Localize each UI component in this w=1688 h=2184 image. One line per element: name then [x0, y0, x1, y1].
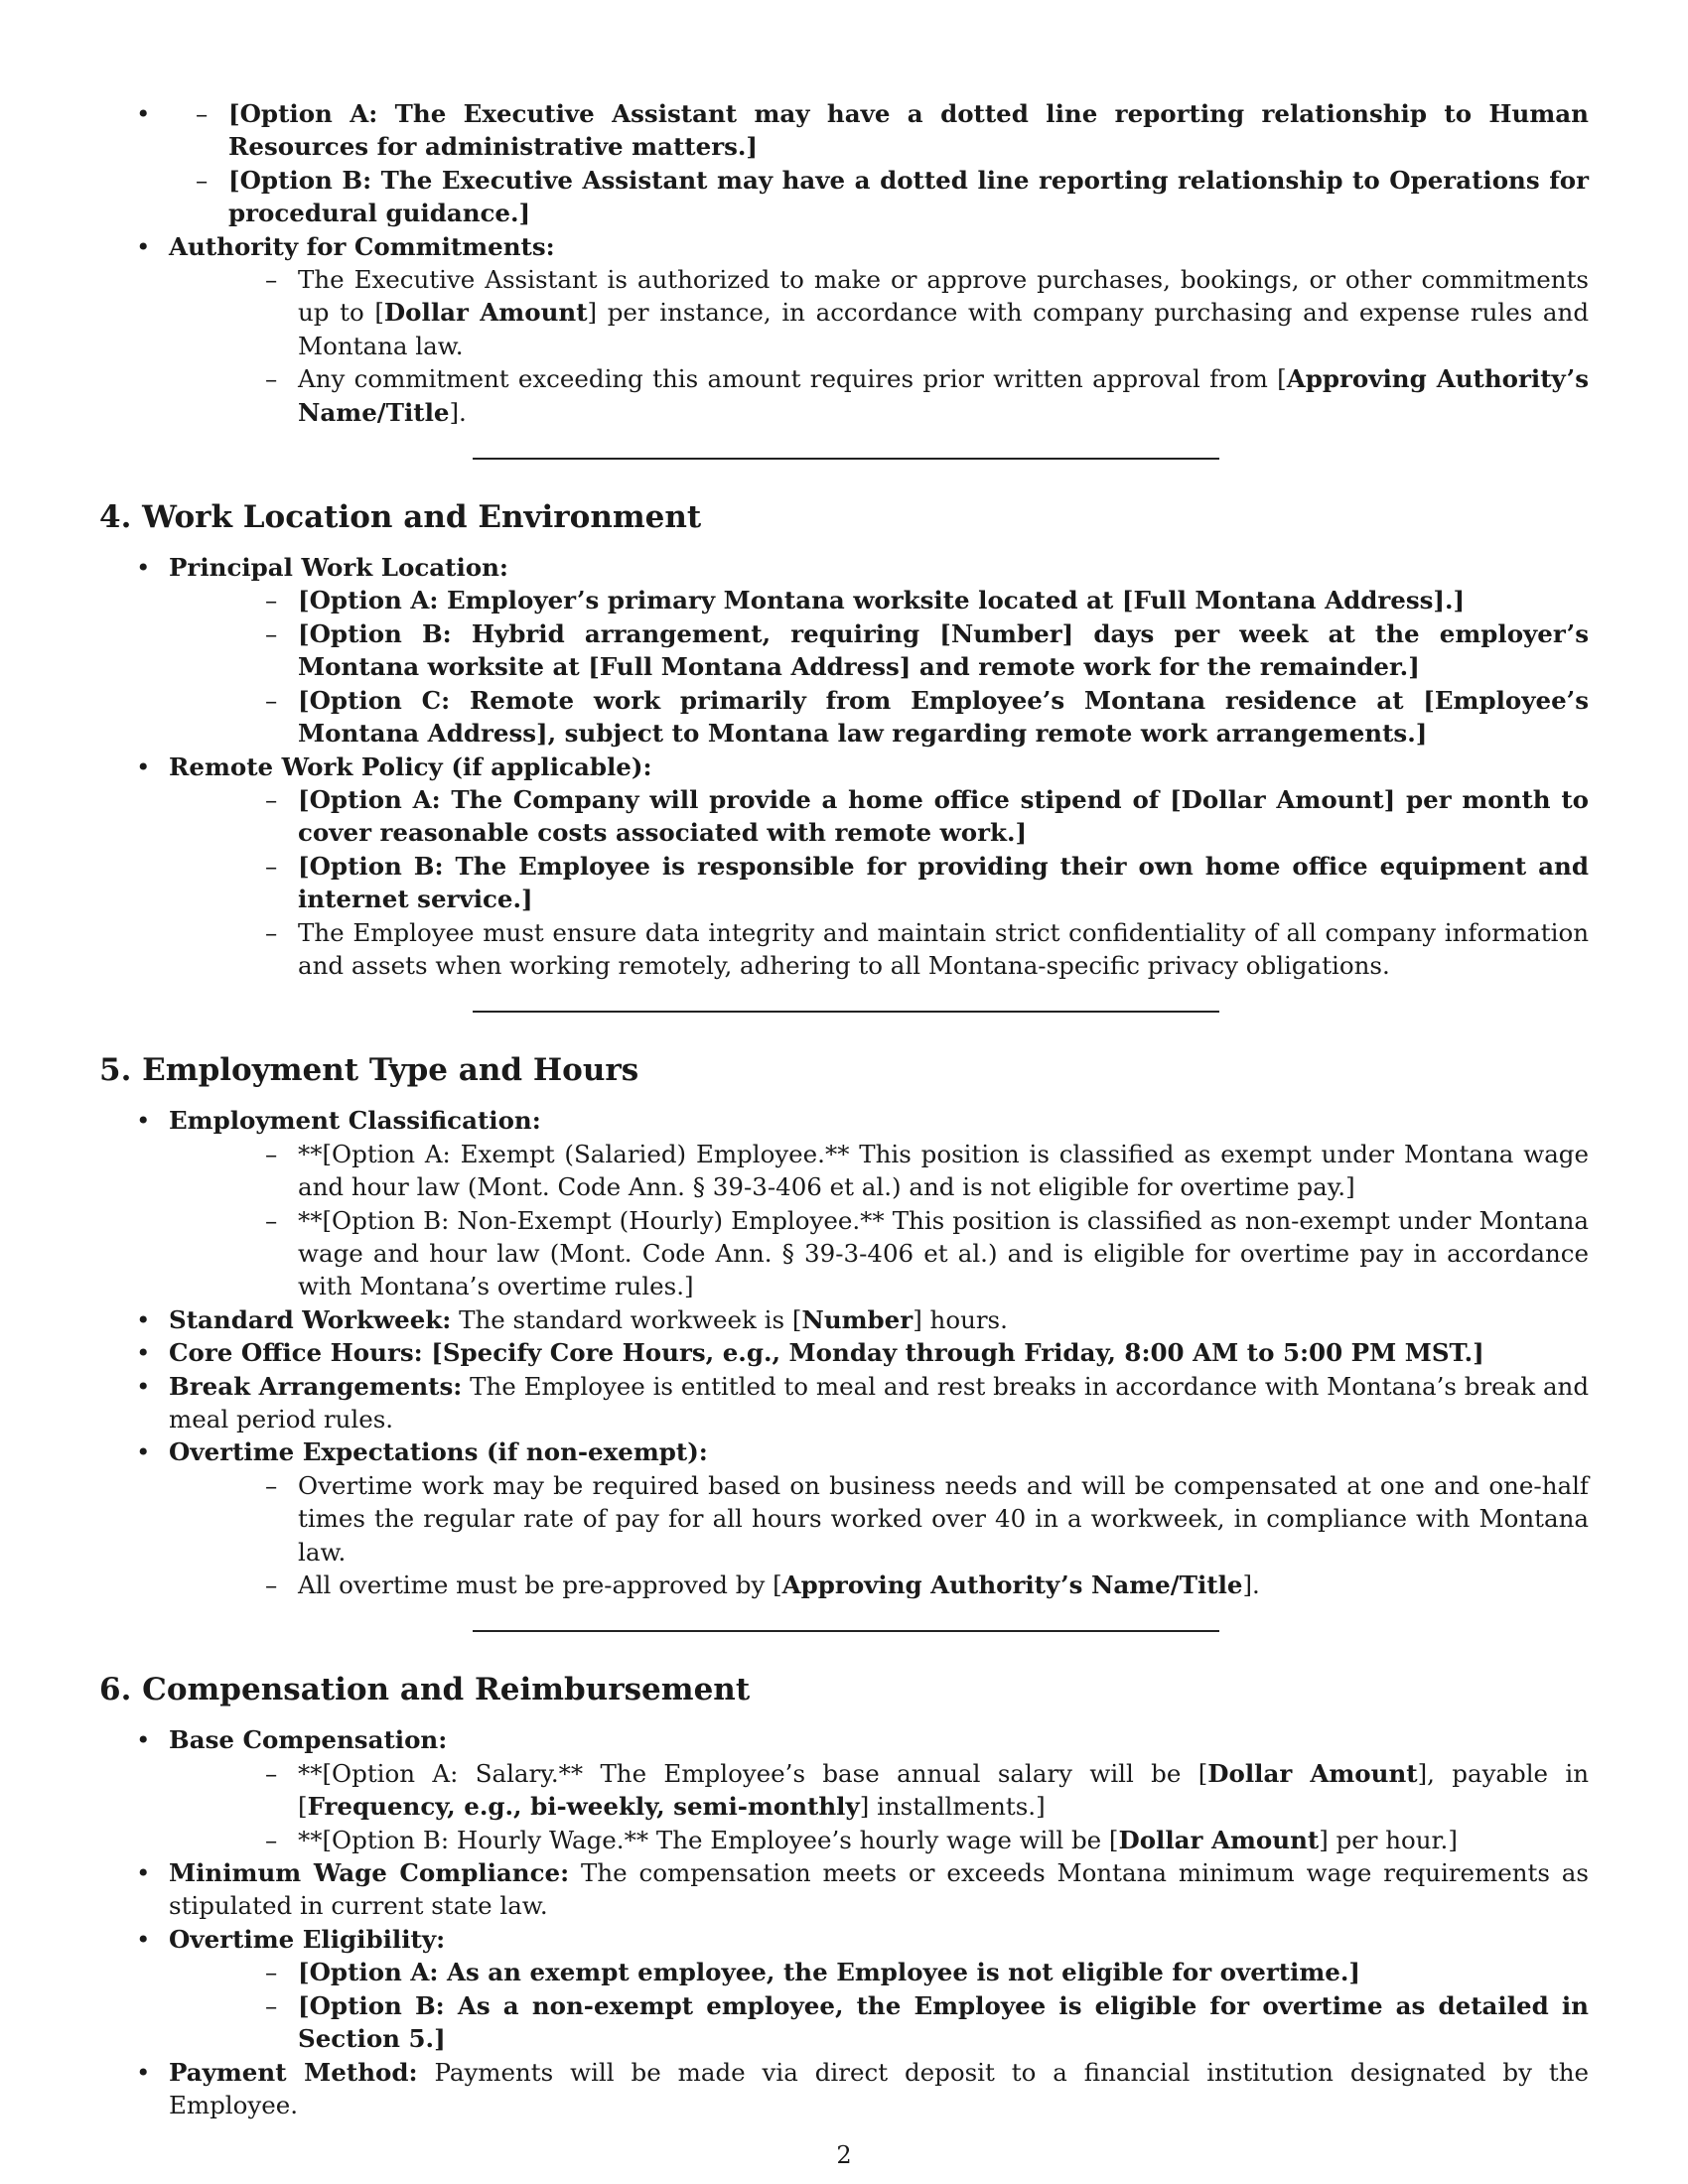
section-6-title: 6. Compensation and Reimbursement [99, 1672, 751, 1708]
classification-option-a: – **[Option A: Exempt (Salaried) Employee.** This position is classified as exempt under Montana wage and hour law (Mont. Code Ann. § 39-3-406 et al.) and is not eligible for overtime pay.] [169, 1138, 1589, 1204]
section-5-title: 5. Employment Type and Hours [99, 1052, 639, 1089]
overtime-eligibility-options [238, 1956, 1589, 2055]
remote-policy-item: • Remote Work Policy (if applicable): – [Option A: The Company will provide a home office stipend of [Dollar Amount] per month to cover reasonable costs associated with remote work.] – [Option B: The Employee is responsible for providing their own home office equipment and internet service.] – The Employee must ensure data integrity and maintain strict confidentiality of all company information and assets when working remotely, adhering to all Montana-specific privacy obligations. [99, 751, 1589, 983]
classification-option-b: – **[Option B: Non-Exempt (Hourly) Employee.** This position is classified as non-exempt under Montana wage and hour law (Mont. Code Ann. § 39-3-406 et al.) and is eligible for overtime pay in accordance with Montana’s overtime rules.] [169, 1204, 1589, 1303]
reporting-option-a: – • [Option A: The Executive Assistant may have a dotted line reporting relationship to Human Resources for administrative matters.] [99, 97, 1589, 164]
reporting-option-b: – [Option B: The Executive Assistant may have a dotted line reporting relationship to Operations for procedural guidance.] [99, 164, 1589, 230]
location-option-a: – [Option A: Employer’s primary Montana worksite located at [Full Montana Address].] [169, 584, 1589, 616]
authority-sublist [238, 263, 1589, 429]
authority-item [99, 230, 1589, 429]
remote-options [238, 783, 1589, 982]
location-option-c: – [Option C: Remote work primarily from Employee’s Montana residence at [Employee’s Montana Address], subject to Montana law regarding remote work arrangements.] [169, 684, 1589, 751]
section-5-list [99, 1104, 1589, 1601]
overtime-expectations-list [238, 1469, 1589, 1602]
section-5 [99, 1050, 1589, 1601]
page-number: 2 [836, 2141, 852, 2169]
reporting-options-list [169, 97, 1589, 230]
location-option-b: – [Option B: Hybrid arrangement, requiring [Number] days per week at the employer’s Montana worksite at [Full Montana Address] and remote work for the remainder.] [169, 617, 1589, 684]
continued-list [99, 97, 1589, 230]
break-item: • Break Arrangements: The Employee is entitled to meal and rest breaks in accordance with Montana’s break and meal period rules. [99, 1370, 1589, 1436]
classification-options [238, 1138, 1589, 1303]
overtime-expectations-item: • Overtime Expectations (if non-exempt): – Overtime work may be required based on business needs and will be compensated at one and one-half times the regular rate of pay for all hours worked over 40 in a workweek, in compliance with Montana law. – All overtime must be pre-approved by [Approving Authority’s Name/Title]. [99, 1435, 1589, 1601]
base-compensation-options [238, 1757, 1589, 1856]
payment-method-item: • Payment Method: Payments will be made via direct deposit to a financial institution designated by the Employee. [99, 2056, 1589, 2122]
base-compensation-item: • Base Compensation: – **[Option A: Salary.** The Employee’s base annual salary will be [Dollar Amount], payable in [Frequency, e.g., bi-weekly, semi-monthly] installments.] – **[Option B: Hourly Wage.** The Employee’s hourly wage will be [Dollar Amount] per hour.] [99, 1723, 1589, 1856]
section-6 [99, 1670, 1589, 2121]
ot-option-a: – [Option A: As an exempt employee, the Employee is not eligible for overtime.] [169, 1956, 1589, 1988]
section-divider [473, 1011, 1219, 1013]
overtime-eligibility-item: • Overtime Eligibility: – [Option A: As an exempt employee, the Employee is not eligible for overtime.] – [Option B: As a non-exempt employee, the Employee is eligible for overtime as detailed in Section 5.] [99, 1923, 1589, 2056]
authority-subitem-1: – The Executive Assistant is authorized to make or approve purchases, bookings, or other commitments up to [Dollar Amount] per instance, in accordance with company purchasing and expense rules and Montana law. [169, 263, 1589, 362]
authority-list [99, 230, 1589, 429]
section-divider [473, 458, 1219, 460]
section-4 [99, 497, 1589, 982]
section-4-title: 4. Work Location and Environment [99, 499, 702, 536]
authority-label: Authority for Commitments: [169, 231, 555, 261]
location-options [238, 584, 1589, 750]
section-6-list [99, 1723, 1589, 2121]
remote-note: – The Employee must ensure data integrity and maintain strict confidentiality of all company information and assets when working remotely, adhering to all Montana-specific privacy obligations. [169, 916, 1589, 983]
authority-subitem-2: – Any commitment exceeding this amount requires prior written approval from [Approving Authority’s Name/Title]. [169, 362, 1589, 429]
overtime-expectation-2: – All overtime must be pre-approved by [Approving Authority’s Name/Title]. [169, 1569, 1589, 1601]
ot-option-b: – [Option B: As a non-exempt employee, the Employee is eligible for overtime as detailed in Section 5.] [169, 1989, 1589, 2056]
base-option-a: – **[Option A: Salary.** The Employee’s base annual salary will be [Dollar Amount], payable in [Frequency, e.g., bi-weekly, semi-monthly] installments.] [169, 1757, 1589, 1824]
minimum-wage-item: • Minimum Wage Compliance: The compensation meets or exceeds Montana minimum wage requirements as stipulated in current state law. [99, 1856, 1589, 1923]
section-4-list [99, 551, 1589, 982]
remote-option-b: – [Option B: The Employee is responsible for providing their own home office equipment and internet service.] [169, 850, 1589, 916]
page-content [99, 97, 1589, 2121]
overtime-expectation-1: – Overtime work may be required based on business needs and will be compensated at one and one-half times the regular rate of pay for all hours worked over 40 in a workweek, in compliance with Montana law. [169, 1469, 1589, 1569]
classification-item: • Employment Classification: – **[Option A: Exempt (Salaried) Employee.** This position is classified as exempt under Montana wage and hour law (Mont. Code Ann. § 39-3-406 et al.) and is not eligible for overtime pay.] – **[Option B: Non-Exempt (Hourly) Employee.** This position is classified as non-exempt under Montana wage and hour law (Mont. Code Ann. § 39-3-406 et al.) and is eligible for overtime pay in accordance with Montana’s overtime rules.] [99, 1104, 1589, 1302]
workweek-item: • Standard Workweek: The standard workweek is [Number] hours. [99, 1303, 1589, 1336]
core-hours-item: • Core Office Hours: [Specify Core Hours, e.g., Monday through Friday, 8:00 AM to 5:00 PM MST.] [99, 1336, 1589, 1369]
base-option-b: – **[Option B: Hourly Wage.** The Employee’s hourly wage will be [Dollar Amount] per hour.] [169, 1824, 1589, 1856]
section-divider [473, 1630, 1219, 1632]
remote-option-a: – [Option A: The Company will provide a home office stipend of [Dollar Amount] per month to cover reasonable costs associated with remote work.] [169, 783, 1589, 850]
reporting-options-item [99, 97, 1589, 230]
principal-location-item: • Principal Work Location: – [Option A: Employer’s primary Montana worksite located at [Full Montana Address].] – [Option B: Hybrid arrangement, requiring [Number] days per week at the employer’s Montana worksite at [Full Montana Address] and remote work for the remainder.] – [Option C: Remote work primarily from Employee’s Montana residence at [Employee’s Montana Address], subject to Montana law regarding remote work arrangements.] [99, 551, 1589, 750]
